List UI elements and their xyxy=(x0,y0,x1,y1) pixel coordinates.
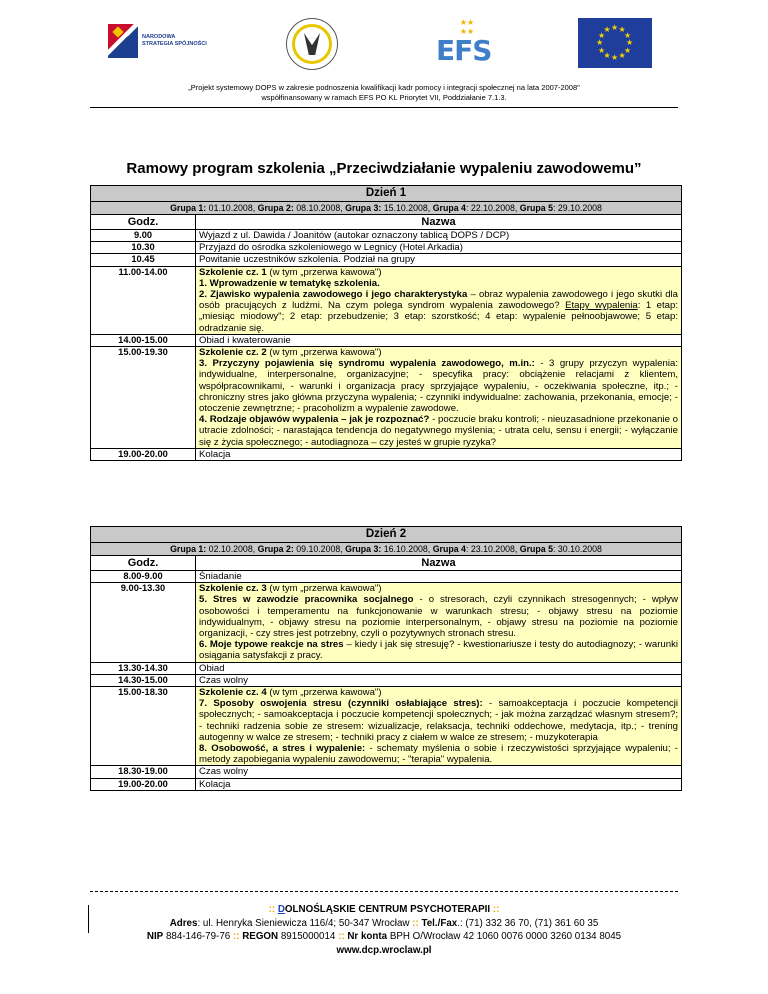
project-note xyxy=(0,83,768,103)
schedule-row xyxy=(91,242,682,254)
schedule-table-day-2 xyxy=(90,526,682,791)
eu-star-icon: ★ xyxy=(618,25,626,34)
group-label: Grupa 5 xyxy=(519,203,554,213)
group-label: Grupa 3: xyxy=(345,544,382,554)
session-topic-heading: 4. Rodzaje objawów wypalenia – jak je rozpoznać? xyxy=(199,414,430,426)
logo-bar xyxy=(0,18,768,70)
day-header-row xyxy=(91,186,682,202)
row-content: Obiad xyxy=(196,662,682,674)
eu-star-icon: ★ xyxy=(596,38,604,47)
session-topic-heading: 3. Przyczyny pojawienia się syndromu wypalenia zawodowego, m.in.: xyxy=(199,358,535,370)
row-content: Przyjazd do ośrodka szkoleniowego w Legnicy (Hotel Arkadia) xyxy=(196,242,682,254)
footer-sep: :: xyxy=(412,917,419,929)
session-title-label: Szkolenie cz. 2 xyxy=(199,347,267,359)
day-header-row xyxy=(91,527,682,543)
row-time: 14.00-15.00 xyxy=(91,334,196,346)
session-topic-heading: 1. Wprowadzenie w tematykę szkolenia. xyxy=(199,277,380,289)
efs-logo xyxy=(428,18,518,68)
group-date: 16.10.2008, xyxy=(381,544,433,554)
schedule-table-day-1 xyxy=(90,185,682,461)
project-line-1: „Projekt systemowy DOPS w zakresie podnoszenia kwalifikacji kadr pomocy i integracji społecznej na lata 2007-2008" xyxy=(188,83,580,92)
session-title-note: (w tym „przerwa kawowa") xyxy=(266,266,382,278)
efs-stars-icon: ★★ ★★ xyxy=(459,18,475,36)
footer-nip: 884-146-79-76 xyxy=(163,931,233,942)
row-time: 19.00-20.00 xyxy=(91,448,196,460)
footer-regon: 8915000014 xyxy=(278,931,339,942)
schedule-row xyxy=(91,254,682,266)
group-date: : 23.10.2008, xyxy=(465,544,520,554)
row-content: Powitanie uczestników szkolenia. Podział na grupy xyxy=(196,254,682,266)
footer-tel-label: Tel./Fax xyxy=(421,917,458,929)
footer-addr: : ul. Henryka Sieniewicza 116/4; 50-347 Wrocław xyxy=(197,917,413,929)
row-time: 10.45 xyxy=(91,254,196,266)
row-time: 14.30-15.00 xyxy=(91,674,196,686)
row-content xyxy=(196,347,682,449)
column-header-row xyxy=(91,215,682,230)
schedule-row xyxy=(91,230,682,242)
session-title-note: (w tym „przerwa kawowa") xyxy=(266,687,382,699)
day-title: Dzień 2 xyxy=(91,527,682,543)
session-topic xyxy=(199,358,678,414)
group-date: 09.10.2008, xyxy=(293,544,346,554)
session-topic-underlined: Etapy wypalenia xyxy=(565,300,638,312)
column-header-time: Godz. xyxy=(91,215,196,230)
group-date: 08.10.2008, xyxy=(293,203,346,213)
row-time: 10.30 xyxy=(91,242,196,254)
groups-row xyxy=(91,543,682,556)
row-content: Kolacja xyxy=(196,778,682,790)
row-time: 11.00-14.00 xyxy=(91,266,196,334)
eu-star-icon: ★ xyxy=(611,53,619,62)
row-content: Kolacja xyxy=(196,448,682,460)
footer-org-name: OLNOŚLĄSKIE CENTRUM PSYCHOTERAPII xyxy=(284,904,491,915)
eu-star-icon: ★ xyxy=(598,45,606,55)
group-label: Grupa 2: xyxy=(257,544,294,554)
row-content: Wyjazd z ul. Dawida / Joanitów (autokar oznaczony tablicą DOPS / DCP) xyxy=(196,230,682,242)
footer-org xyxy=(0,903,768,917)
session-topic-heading: 6. Moje typowe reakcje na stres xyxy=(199,639,344,651)
footer-sep: :: xyxy=(492,904,500,915)
schedule-row xyxy=(91,687,682,766)
row-content: Obiad i kwaterowanie xyxy=(196,334,682,346)
session-topic xyxy=(199,289,678,334)
row-time: 18.30-19.00 xyxy=(91,766,196,778)
row-content: Czas wolny xyxy=(196,766,682,778)
group-dates xyxy=(91,543,682,556)
eu-star-icon: ★ xyxy=(611,23,619,32)
day-title: Dzień 1 xyxy=(91,186,682,202)
nss-line1: NARODOWA xyxy=(142,34,176,40)
group-date: 01.10.2008, xyxy=(206,203,258,213)
column-header-row xyxy=(91,556,682,571)
footer-sep: :: xyxy=(268,904,276,915)
schedule-row xyxy=(91,571,682,583)
session-topic xyxy=(199,594,678,639)
schedule-row xyxy=(91,778,682,790)
session-topic xyxy=(199,414,678,448)
session-topic-text: : 1 etap: „miesiąc miodowy"; 2 etap: przebudzenie; 3 etap: szorstkość; 4 etap: wypalenie pełnoobjawowe; 5 etap: odradzanie się. xyxy=(199,300,678,334)
schedule-row xyxy=(91,347,682,449)
session-title-note: (w tym „przerwa kawowa") xyxy=(266,583,382,595)
group-label: Grupa 5 xyxy=(519,544,554,554)
column-header-time: Godz. xyxy=(91,556,196,571)
footer-address xyxy=(0,917,768,931)
row-content xyxy=(196,583,682,662)
group-label: Grupa 4 xyxy=(432,203,466,213)
schedule-row xyxy=(91,266,682,334)
footer-konto: BPH O/Wrocław 42 1060 0076 0000 3260 0134 8045 xyxy=(387,931,622,942)
group-label: Grupa 1: xyxy=(170,544,207,554)
footer-sep: :: xyxy=(338,931,345,942)
eu-star-icon: ★ xyxy=(623,30,632,40)
nss-logo xyxy=(108,18,214,68)
row-time: 9.00 xyxy=(91,230,196,242)
session-topic-heading: 7. Sposoby oswojenia stresu (czynniki osłabiające stres): xyxy=(199,698,483,710)
session-topic-text: - schematy myślenia o sobie i rzeczywistości sprzyjające wypaleniu; - metody zapobiegania wypaleniu zawodowemu; - "terapia" wypalenia. xyxy=(199,743,678,766)
group-label: Grupa 2: xyxy=(257,203,294,213)
seal-icon xyxy=(286,18,338,70)
group-label: Grupa 4 xyxy=(432,544,466,554)
row-time: 15.00-18.30 xyxy=(91,687,196,766)
footer-regon-label: REGON xyxy=(242,931,279,942)
eu-stars-icon xyxy=(578,18,652,68)
row-content: Śniadanie xyxy=(196,571,682,583)
schedule-row xyxy=(91,662,682,674)
nss-line2: STRATEGIA SPÓJNOŚCI xyxy=(142,41,207,47)
schedule-row xyxy=(91,448,682,460)
page-title: Ramowy program szkolenia „Przeciwdziałanie wypaleniu zawodowemu” xyxy=(126,160,642,177)
column-header-name: Nazwa xyxy=(196,556,682,571)
session-title-note: (w tym „przerwa kawowa") xyxy=(266,347,382,359)
footer-konto-label: Nr konta xyxy=(347,931,388,942)
group-date: : 30.10.2008 xyxy=(553,544,602,554)
university-seal-logo xyxy=(286,18,338,68)
session-topic-text: - poczucie braku kontroli; - nieuzasadnione przekonanie o utracie zdolności; - narastająca tendencja do negatywnego myślenia; - utrata celu, sensu i energii; - wyłączanie się z życia społecznego; - autodiagnoza – czy jesteś w grupie ryzyka? xyxy=(199,414,678,448)
footer-www[interactable] xyxy=(0,944,768,958)
session-topic-text: – kiedy i jak się stresuję? - kwestionariusze i testy do autodiagnozy; - warunki osiągania satysfakcji z pracy. xyxy=(199,639,678,662)
group-date: : 29.10.2008 xyxy=(553,203,602,213)
footer-divider xyxy=(90,891,678,892)
eu-star-icon: ★ xyxy=(598,30,606,40)
session-topic-heading: 5. Stres w zawodzie pracownika socjalnego xyxy=(199,594,414,606)
footer-org-initial: D xyxy=(277,904,285,915)
footer-addr-label: Adres xyxy=(169,917,198,929)
session-topic xyxy=(199,639,678,661)
schedule-row xyxy=(91,583,682,662)
schedule-row xyxy=(91,674,682,686)
row-time: 19.00-20.00 xyxy=(91,778,196,790)
row-time: 9.00-13.30 xyxy=(91,583,196,662)
session-title xyxy=(199,267,678,278)
session-title-label: Szkolenie cz. 1 xyxy=(199,266,267,278)
row-time: 8.00-9.00 xyxy=(91,571,196,583)
row-time: 15.00-19.30 xyxy=(91,347,196,449)
footer-www-link[interactable]: www.dcp.wroclaw.pl xyxy=(336,944,432,956)
eu-star-icon: ★ xyxy=(626,38,634,47)
eu-star-icon: ★ xyxy=(623,45,632,55)
session-topic xyxy=(199,743,678,765)
group-label: Grupa 3: xyxy=(345,203,382,213)
session-title xyxy=(199,687,678,698)
footer-ids xyxy=(0,930,768,944)
session-topic-text: - 3 grupy przyczyn wypalenia: indywidualne, interpersonalne, organizacyjne; - specyfika pracy: obciążenie relacjami z klientem, współpracownikami, - warunki i organizacja pracy sprzyjające wypaleniu, - oczekiwania społeczne, itp.; - chroniczny stres jako główna przyczyna wypalenia; - czynniki indywidualne: zachowania, przekonania, emocje; - otoczenie zewnętrzne; - pracoholizm a wypalenie zawodowe. xyxy=(199,358,678,415)
session-topic-text: – obraz wypalenia zawodowego i jego skutki dla osób pracujących z ludźmi. Na czym polega syndrom wypalenia zawodowego? xyxy=(199,289,679,312)
footer-tel: .: (71) 332 36 70, (71) 361 60 35 xyxy=(457,917,599,929)
groups-row xyxy=(91,202,682,215)
session-topic-heading: 2. Zjawisko wypalenia zawodowego i jego charakterystyka xyxy=(199,289,468,301)
project-line-2: współfinansowany w ramach EFS PO KL Priorytet VII, Poddziałanie 7.1.3. xyxy=(261,93,507,102)
header-divider xyxy=(90,107,678,108)
eu-star-icon: ★ xyxy=(603,50,611,60)
nss-flag-icon xyxy=(108,24,138,58)
group-date: 02.10.2008, xyxy=(206,544,258,554)
column-header-name: Nazwa xyxy=(196,215,682,230)
session-title xyxy=(199,583,678,594)
efs-wordmark: EFS xyxy=(436,34,492,67)
footer xyxy=(0,903,768,957)
session-title-label: Szkolenie cz. 3 xyxy=(199,583,267,595)
eu-star-icon: ★ xyxy=(603,25,611,34)
group-label: Grupa 1: xyxy=(170,203,207,213)
row-content xyxy=(196,687,682,766)
row-time: 13.30-14.30 xyxy=(91,662,196,674)
row-content: Czas wolny xyxy=(196,674,682,686)
session-topic-text: - samoakceptacja i poczucie kompetencji społecznych; - samoakceptacja i poczucie kompetencji społecznych; - jak można zarządzać własnym stresem?; - techniki radzenia sobie ze stresem: wizualizacje, relaksacja, techniki oddechowe, medytacja, itp.; - trening autogenny w walce ze stresem; - techniki pracy z ciałem w walce ze stresem; - muzykoterapia xyxy=(199,698,678,743)
group-dates xyxy=(91,202,682,215)
group-date: 15.10.2008, xyxy=(381,203,433,213)
footer-sep: :: xyxy=(232,931,240,942)
schedule-row xyxy=(91,766,682,778)
group-date: : 22.10.2008, xyxy=(465,203,520,213)
session-topic-text: - o stresorach, czyli czynnikach stresogennych; - wpływ osobowości i temperamentu na funkcjonowanie w warunkach stresu; - objawy stresu na poziomie indywidualnym, - objawy stresu na poziomie interpersonalnym, - objawy stresu na poziomie na poziomie organizacji, - czy stres jest potrzebny, czyli o pozytywnych stronach stresu. xyxy=(199,594,678,640)
session-title xyxy=(199,347,678,358)
session-topic xyxy=(199,278,678,289)
row-content xyxy=(196,266,682,334)
eu-star-icon: ★ xyxy=(618,50,626,60)
footer-nip-label: NIP xyxy=(146,931,164,942)
eu-flag-logo xyxy=(578,18,652,68)
session-title-label: Szkolenie cz. 4 xyxy=(199,687,267,699)
session-topic-heading: 8. Osobowość, a stres i wypalenie: xyxy=(199,743,366,755)
schedule-row xyxy=(91,334,682,346)
session-topic xyxy=(199,698,678,743)
